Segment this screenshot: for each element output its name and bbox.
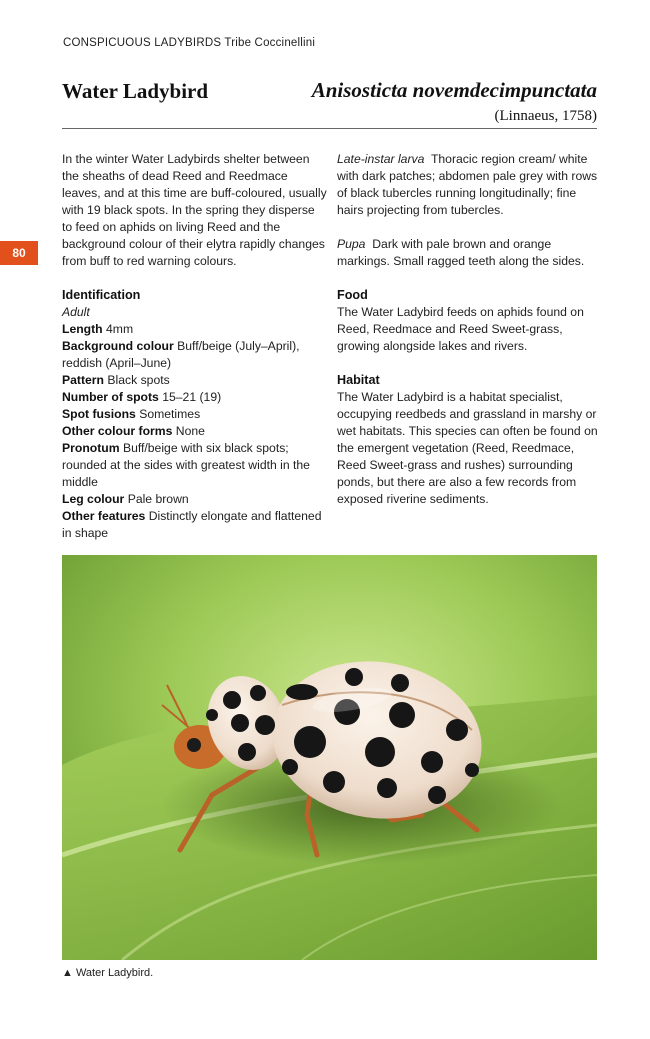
larva-label: Late-instar larva (337, 152, 425, 166)
pupa-text: Dark with pale brown and orange markings. Small ragged teeth along the sides. (337, 237, 585, 268)
field-pronotum (62, 440, 327, 491)
field-pattern (62, 372, 327, 389)
triangle-up-icon: ▲ (62, 967, 73, 979)
field-value: Buff/beige with six black spots; rounded at the sides with greatest width in the middle (62, 441, 310, 489)
field-label: Pronotum (62, 441, 120, 455)
food-heading: Food (337, 288, 368, 302)
field-background-colour (62, 338, 327, 372)
larva-text: Thoracic region cream/ white with dark patches; abdomen pale grey with rows of black tubercles running longitudinally; fine hairs projecting from tubercles. (337, 152, 598, 217)
running-head: CONSPICUOUS LADYBIRDS Tribe Coccinellini (63, 37, 316, 49)
photo-caption (62, 967, 153, 979)
right-column (337, 151, 599, 508)
larva-paragraph (337, 151, 599, 219)
field-value: Buff/beige (July–April), reddish (April–June) (62, 339, 300, 370)
pupa-paragraph (337, 236, 599, 270)
field-value: 15–21 (19) (162, 390, 222, 404)
food-paragraph: The Water Ladybird feeds on aphids found on Reed, Reedmace and Reed Sweet-grass, growing alongside lakes and rivers. (337, 305, 584, 353)
page-number-tab: 80 (0, 241, 38, 265)
field-label: Leg colour (62, 492, 125, 506)
water-ladybird-photo (62, 555, 597, 960)
habitat-heading: Habitat (337, 373, 380, 387)
field-label: Spot fusions (62, 407, 136, 421)
pupa-label: Pupa (337, 237, 366, 251)
intro-paragraph: In the winter Water Ladybirds shelter between the sheaths of dead Reed and Reedmace leaves, and at this time are buff-coloured, usually with 19 black spots. In the spring they disperse to feed on aphids on living Reed and the background colour of their elytra rapidly changes from buff to red warning colours. (62, 152, 327, 268)
field-leg-colour (62, 491, 327, 508)
field-label: Pattern (62, 373, 104, 387)
ladybird-illustration (62, 555, 597, 960)
field-spot-fusions (62, 406, 327, 423)
field-value: Sometimes (139, 407, 201, 421)
caption-text: Water Ladybird. (75, 967, 154, 979)
identification-heading: Identification (62, 288, 141, 302)
field-label: Background colour (62, 339, 174, 353)
field-other-features (62, 508, 327, 542)
field-value: 4mm (106, 322, 134, 336)
adult-subheading: Adult (62, 305, 90, 319)
field-value: Distinctly elongate and flattened in shape (62, 509, 322, 540)
field-label: Other features (62, 509, 146, 523)
left-column (62, 151, 327, 542)
field-length (62, 321, 327, 338)
common-name-title: Water Ladybird (62, 79, 209, 103)
species-authority: (Linnaeus, 1758) (494, 108, 597, 124)
field-value: Black spots (107, 373, 170, 387)
field-label: Length (62, 322, 103, 336)
field-other-colour-forms (62, 423, 327, 440)
field-number-of-spots (62, 389, 327, 406)
field-value: None (175, 424, 205, 438)
title-divider (62, 128, 597, 129)
field-label: Other colour forms (62, 424, 173, 438)
habitat-paragraph: The Water Ladybird is a habitat specialist, occupying reedbeds and grassland in marshy or wet habitats. This species can often be found on the emergent vegetation (Reed, Reedmace, Reed Sweet-grass and rushes) surrounding ponds, but there are also a few records from exposed riverine sediments. (337, 390, 598, 506)
field-value: Pale brown (127, 492, 189, 506)
scientific-name-title: Anisosticta novemdecimpunctata (311, 78, 597, 102)
field-label: Number of spots (62, 390, 159, 404)
